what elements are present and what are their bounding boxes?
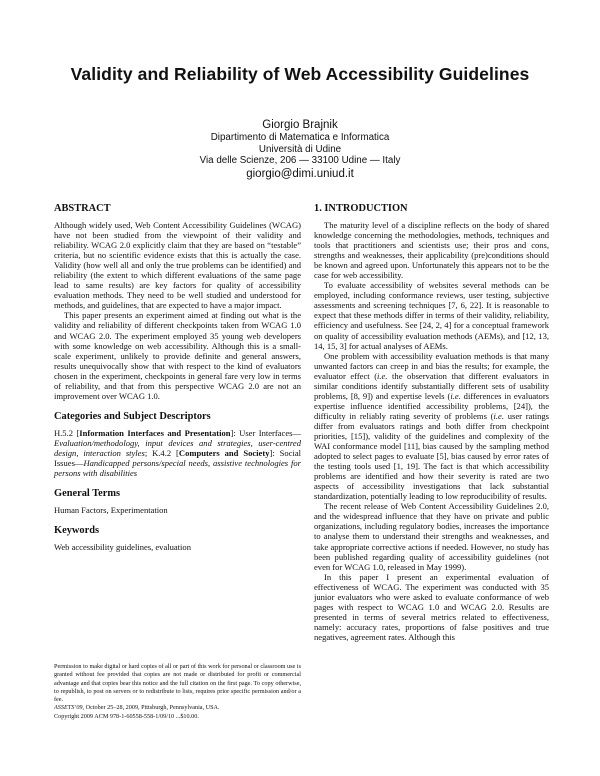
category-desc-1: Evaluation/methodology, input devices and strategies, user-centred design, interaction styles: [54, 437, 301, 458]
category-name-1: Information Interfaces and Presentation: [79, 427, 231, 438]
author-block: [0, 118, 600, 181]
author-email: giorgio@dimi.uniud.it: [246, 167, 354, 180]
categories-text: [54, 428, 301, 478]
category-code-1: H.5.2 [: [54, 427, 80, 438]
intro-p3-part-c: differences in evaluators expertise influence identified accessibility problems, [24]), the difficulty in reliably rating severity of problems (: [314, 390, 549, 421]
abstract-paragraph-2: This paper presents an experiment aimed at finding out what is the validity and reliability of different checkpoints taken from WCAG 1.0 and WCAG 2.0. The experiment employed 35 young web developers with some knowledge on web accessibility. Although this is a small-scale experiment, unlikely to provide definite and general answers, results unequivocally show that with respect to the kind of evaluators chosen in the experiment, checkpoints in general fare very low in terms of reliability, and that from this perspective WCAG 2.0 are not an improvement over WCAG 1.0.: [54, 310, 301, 401]
copyright-line: Copyright 2009 ACM 978-1-60558-558-1/09/10 ...$10.00.: [54, 712, 199, 720]
keywords-text: Web accessibility guidelines, evaluation: [54, 542, 191, 553]
introduction-heading: 1. INTRODUCTION: [314, 203, 408, 214]
paper-title: Validity and Reliability of Web Accessibility Guidelines: [70, 64, 530, 84]
intro-p3-part-a: One problem with accessibility evaluation methods is that many unwanted factors can creep in and bias the results; for example, the evaluator effect (: [314, 350, 549, 381]
author-university: Università di Udine: [258, 143, 342, 155]
general-terms-text: Human Factors, Experimentation: [54, 505, 168, 516]
ie-abbrev-2: i.e.: [450, 390, 461, 401]
category-mid-1: ]: User Interfaces—: [230, 427, 301, 438]
intro-paragraph-1: The maturity level of a discipline reflects on the body of shared knowledge concerning the methodologies, methods, techniques and tools that practitioners and scientists use; their pros and cons, strengths and weaknesses, their applicability (pre)conditions should be known and agreed upon. Unfortunately this appears not to be the case for web accessibility.: [314, 220, 549, 281]
general-terms-section: [54, 488, 301, 515]
abstract-heading: ABSTRACT: [54, 203, 111, 214]
author-department: Dipartimento di Matematica e Informatica: [210, 132, 390, 143]
venue-details: , October 25–28, 2009, Pittsburgh, Pennsylvania, USA.: [82, 704, 220, 712]
category-mid-2: ]: Social Issues—: [54, 447, 301, 468]
intro-paragraph-5: In this paper I present an experimental evaluation of effectiveness of WCAG. The experiment was conducted with 35 junior evaluators who were asked to evaluate conformance of web pages with respect to WCAG 1.0 and WCAG 2.0. Results are presented in terms of several metrics related to effectiveness, namely: accuracy rates, proportions of false positives and true negatives, agreement rates. Although this: [314, 571, 549, 642]
ie-abbrev-1: i.e.: [377, 370, 388, 381]
categories-section: [54, 411, 301, 478]
keywords-heading: Keywords: [54, 525, 100, 537]
author-name: Giorgio Brajnik: [262, 119, 338, 131]
intro-p3-part-d: user ratings differ from evaluators ratings and both differ from checkpoint priorities, [15]), validity of the guidelines and complexity of the WAI conformance model [11], bias caused by the sampling method adopted to select pages to evaluate [5], bias caused by error rates of the testing tools used [1, 19]. The fact is that which accessibility problems are identified and how their severity is rated are two aspects of accessibility investigations that lack substantial standardization, potentially leading to low reproducibility of results.: [314, 410, 549, 502]
general-terms-heading: General Terms: [54, 488, 121, 500]
intro-paragraph-2: To evaluate accessibility of websites several methods can be employed, including conformance reviews, user testing, subjective assessments and screening techniques [7, 6, 22]. It is reasonable to expect that these methods differ in terms of their validity, reliability, efficiency and usefulness. See [24, 2, 4] for a conceptual framework on quality of accessibility evaluation methods (AEMs), and [12, 13, 14, 15, 3] for actual analyses of AEMs.: [314, 280, 549, 351]
categories-heading: Categories and Subject Descriptors: [54, 410, 211, 422]
venue-name: ASSETS’09: [54, 704, 83, 712]
keywords-section: [54, 525, 301, 552]
category-desc-2: Handicapped persons/special needs, assistive technologies for persons with disabilities: [54, 457, 301, 479]
permission-text: Permission to make digital or hard copies of all or part of this work for personal or classroom use is granted without fee provided that copies are not made or distributed for profit or commercial advantage and that copies bear this notice and the full citation on the first page. To copy otherwise, to republish, to post on servers or to redistribute to lists, requires prior specific permission and/or a fee.: [54, 663, 301, 704]
intro-paragraph-3: [314, 351, 549, 502]
category-code-2: ; K.4.2 [: [144, 447, 179, 458]
abstract-paragraph-1: Although widely used, Web Content Accessibility Guidelines (WCAG) have not been studied from the viewpoint of their validity and reliability. WCAG 2.0 explicitly claim that they are based on “testable” criteria, but no scientific evidence exists that this is actually the case. Validity (how well all and only the true problems can be identified) and reliability (the extent to which different evaluations of the same page lead to same results) are key factors for quality of accessibility evaluation methods. They need to be well studied and understood for methods, and guidelines, that are expected to have a major impact.: [54, 220, 301, 311]
intro-paragraph-4: The recent release of Web Content Accessibility Guidelines 2.0, and the widespread influence that they have on private and public organizations, including regulatory bodies, increases the importance to analyse them to understand their strengths and weaknesses, and take appropriate corrective actions if needed. However, no study has been published regarding quality of accessibility guidelines (not even for WCAG 1.0, released in May 1999).: [314, 501, 549, 572]
author-address: Via delle Scienze, 206 — 33100 Udine — Italy: [199, 155, 401, 167]
ie-abbrev-3: i.e.: [493, 410, 504, 421]
category-name-2: Computers and Society: [178, 447, 270, 458]
left-column: [54, 203, 301, 552]
venue-line: [54, 704, 301, 712]
intro-p3-part-b: the observation that different evaluators in similar conditions identify substantially different sets of usability problems, [8, 9]) and expertise levels (: [314, 370, 549, 401]
copyright-footnote: [54, 663, 301, 721]
right-column: [314, 203, 549, 642]
